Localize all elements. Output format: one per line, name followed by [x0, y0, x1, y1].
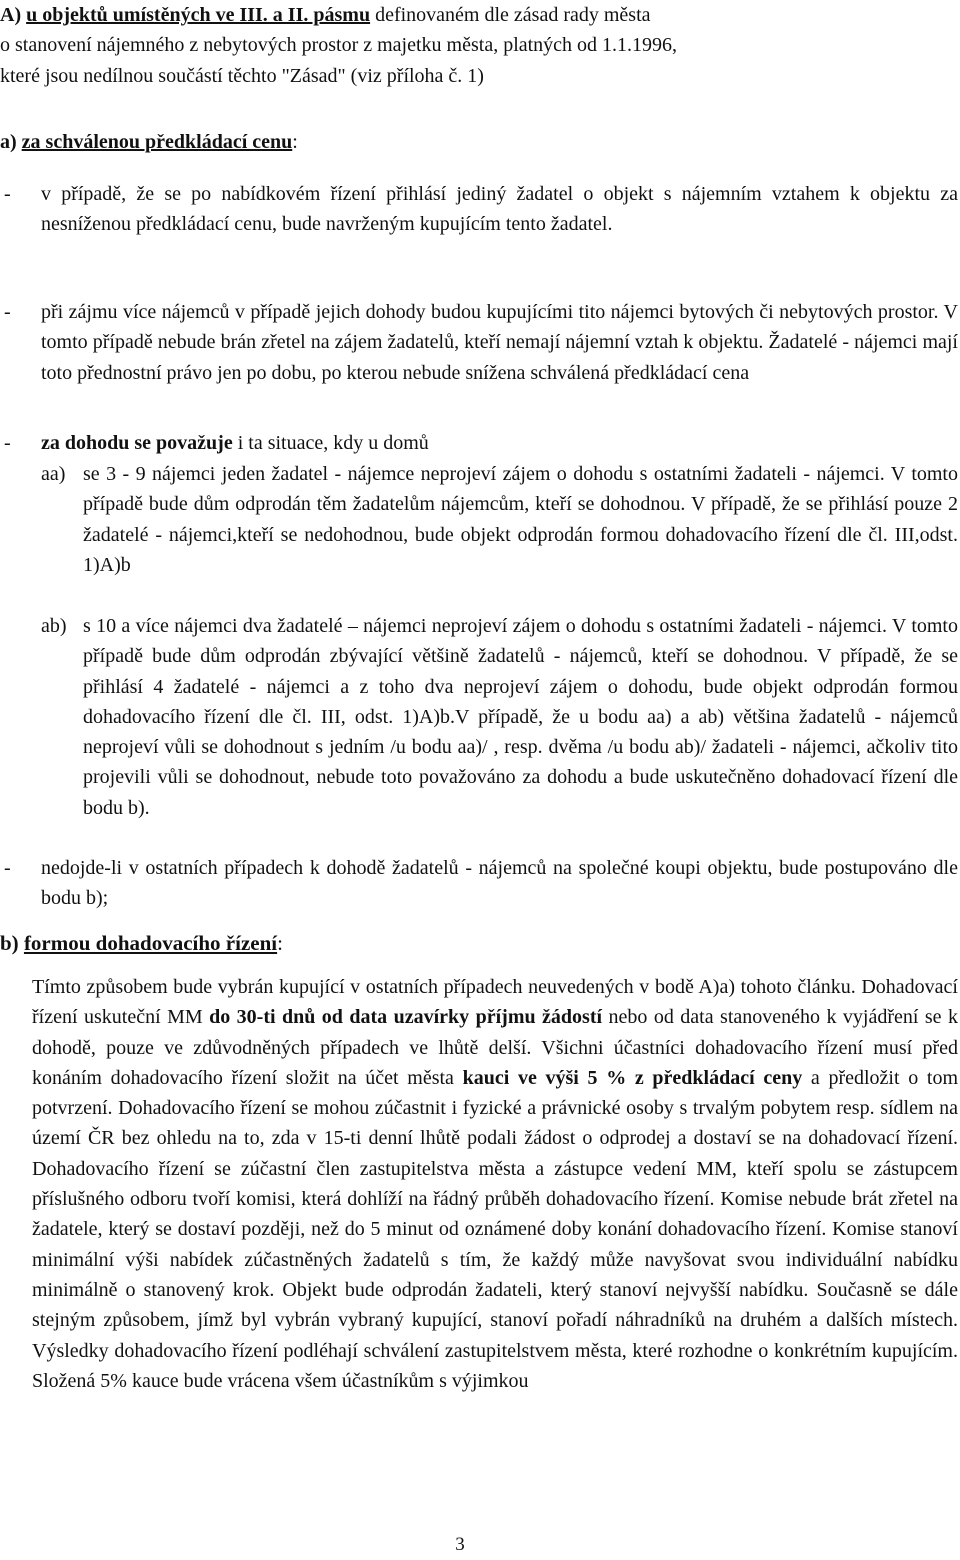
subsection-a-label: a) — [0, 131, 17, 153]
subsection-a-heading — [0, 127, 298, 157]
bullet-bold-text: za dohodu se považuje — [41, 432, 233, 454]
body-bold-text: kauci ve výši 5 % z předkládací ceny — [462, 1066, 803, 1089]
sub-item-aa — [0, 459, 958, 580]
sub-item-label: aa) — [41, 463, 66, 485]
bullet-item — [0, 297, 958, 388]
body-bold-text: do 30-ti dnů od data uzavírky příjmu žádostí — [209, 1006, 603, 1029]
bullet-dash: - — [4, 432, 11, 454]
heading-line2: o stanovení nájemného z nebytových prostor z majetku města, platných od 1.1.1996, — [0, 34, 678, 57]
body-text: nebo od data stanoveného k vyjádření se k dohodě, pouze ve zdůvodněných případech ve lhůtě delší. Všichni účastníci dohadovacího řízení musí před konáním dohadovacího řízení složit na účet města — [32, 1006, 958, 1089]
bullet-text: v případě, že se po nabídkovém řízení přihlásí jediný žadatel o objekt s nájemním vztahem k objektu za nesníženou předkládací cenu, bude navrženým kupujícím tento žadatel. — [41, 183, 958, 236]
body-text: Tímto způsobem bude vybrán kupující v ostatních případech neuvedených v bodě A)a) tohoto článku. Dohadovací řízení uskuteční MM — [32, 976, 958, 1029]
subsection-b-body — [0, 972, 958, 1396]
bullet-dash: - — [4, 183, 11, 205]
subsection-b-label: b) — [0, 931, 19, 955]
bullet-text: nedojde-li v ostatních případech k dohodě žadatelů - nájemců na společné koupi objektu, bude postupováno dle bodu b); — [41, 857, 958, 910]
bullet-item — [0, 428, 958, 458]
subsection-b-heading — [0, 928, 283, 958]
body-text: a předložit o tom potvrzení. Dohadovacího řízení se mohou zúčastnit i fyzické a právnické osoby s trvalým pobytem resp. sídlem na území ČR bez ohledu na to, zda v 15-ti denní lhůtě podali žádost o odprodej a dostaví se na dohadovací řízení. Dohadovacího řízení se zúčastní člen zastupitelstva města a zástupce vedení MM, kteří spolu se zástupcem příslušného odboru tvoří komisi, která dohlíží na řádný průběh dohadovacího řízení. Komise nebude brát zřetel na žadatele, který se dostaví později, než do 5 minut od oznámené doby konání dohadovacího řízení. Komise stanoví minimální výši nabídek zúčastněných žadatelů s tím, že každý může navyšovat svou individuální nabídku minimálně o stanovený krok. Objekt bude odprodán žadateli, který stanoví nejvyšší nabídku. Současně se dále stejným způsobem, jímž byl vybrán vybraný kupující, stanoví pořadí náhradníků na druhém a dalších místech. Výsledky dohadovacího řízení podléhají schválení zastupitelstvem města, které rozhodne o konkrétním kupujícím. Složená 5% kauce bude vrácena všem účastníkům s výjimkou — [32, 1066, 959, 1392]
sub-item-label: ab) — [41, 615, 67, 637]
sub-item-text: s 10 a více nájemci dva žadatelé – nájemci neprojeví zájem o dohodu s ostatními žadateli - nájemci. V tomto případě bude dům odprodán zbývající většině žadatelů - nájemců, kteří se dohodnou. V případě, že se přihlásí 4 žadatelé - nájemci a z toho dva neprojeví zájem o dohodu, bude objekt odprodán formou dohadovacího řízení dle čl. III, odst. 1)A)b.V případě, že u bodu aa) a ab) většina žadatelů - nájemců neprojeví vůli se dohodnout s jedním /u bodu aa)/ , resp. dvěma /u bodu ab)/ žadateli - nájemci, ačkoliv tito projevili vůli se dohodnout, nebude toto považováno za dohodu a bude uskutečněno dohadovací řízení dle bodu b). — [83, 615, 958, 819]
bullet-text: při zájmu více nájemců v případě jejich dohody budou kupujícími tito nájemci bytových či nebytových prostor. V tomto případě nebude brán zřetel na zájem žadatelů, kteří nemají nájemní vztah k objektu. Žadatelé - nájemci mají toto přednostní právo jen po dobu, po kterou nebude snížena schválená předkládací cena — [41, 301, 958, 384]
page-number: 3 — [455, 1534, 465, 1555]
bullet-item — [0, 179, 958, 240]
sub-item-text: se 3 - 9 nájemci jeden žadatel - nájemce neprojeví zájem o dohodu s ostatními žadateli - nájemci. V tomto případě bude dům odprodán těm žadatelům nájemcům, kteří se dohodnou. V případě, že se přihlásí pouze 2 žadatelé - nájemci,kteří se nedohodnou, bude objekt odprodán formou dohadovacího řízení dle čl. III,odst. 1)A)b — [83, 463, 958, 576]
subsection-b-colon: : — [277, 931, 283, 955]
bullet-dash: - — [4, 857, 11, 879]
bullet-dash: - — [4, 301, 11, 323]
bullet-text: i ta situace, kdy u domů — [232, 432, 429, 454]
heading-title: u objektů umístěných ve III. a II. pásmu — [26, 4, 371, 26]
heading-label: A) — [0, 4, 22, 26]
heading-rest: definovaném dle zásad rady města — [370, 4, 651, 26]
subsection-a-colon: : — [292, 131, 298, 153]
subsection-b-title: formou dohadovacího řízení — [23, 931, 278, 955]
subsection-a-title: za schválenou předkládací cenu — [21, 131, 293, 153]
section-a-heading — [0, 0, 958, 91]
sub-item-ab — [0, 611, 958, 823]
bullet-item — [0, 853, 958, 914]
heading-line3: které jsou nedílnou součástí těchto "Zásad" (viz příloha č. 1) — [0, 64, 484, 87]
